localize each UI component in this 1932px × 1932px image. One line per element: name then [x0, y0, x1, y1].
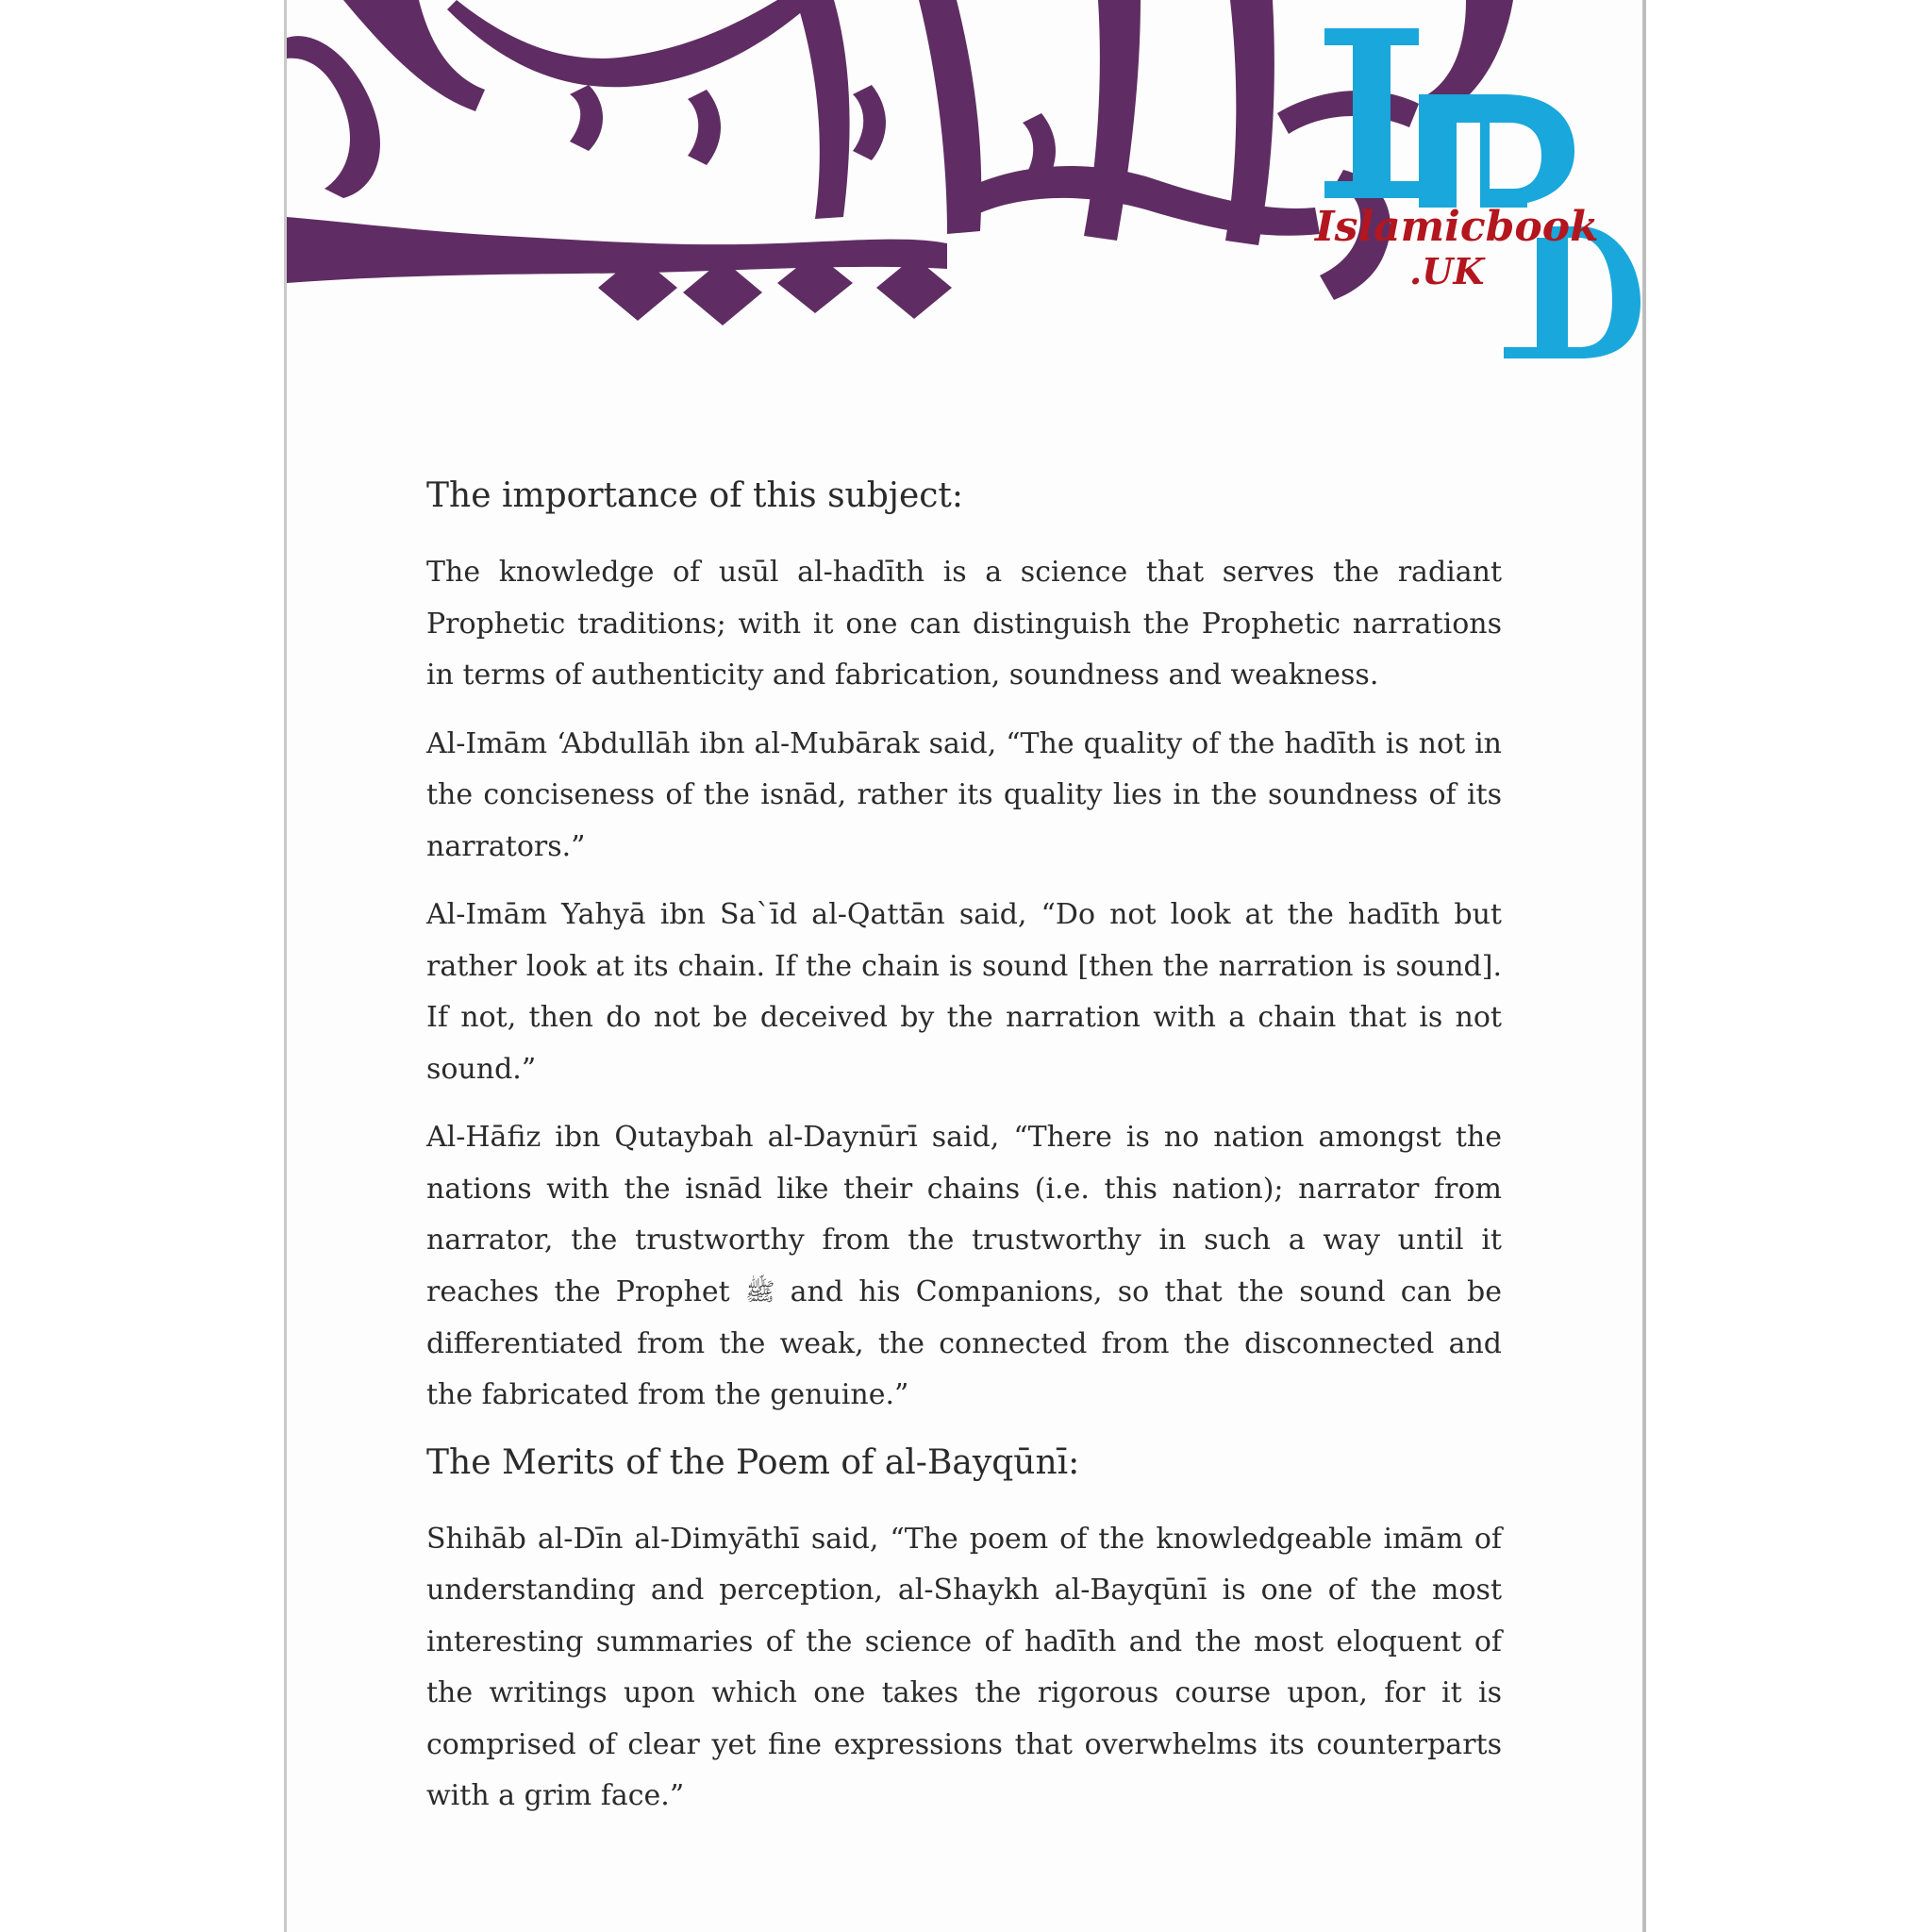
- section-heading-importance: The importance of this subject:: [426, 476, 964, 515]
- paragraph-al-qattan: Al-Imām Yahyā ibn Sa`īd al-Qattān said, “Do not look at the hadīth but rather look at its chain. If the chain is sound [then the narration is sound]. If not, then do not be deceived by the narration with a chain that is not sound.”: [426, 898, 1502, 1086]
- page-content: [426, 468, 1502, 1840]
- salutation-glyph-icon: ﷺ: [744, 1278, 775, 1307]
- quote-text-after: and his Companions, so that the sound can be differentiated from the weak, the connected from the disconnected and the fabricated from the genuine.”: [426, 1274, 1502, 1412]
- ibd-monogram-icon: [1315, 19, 1645, 377]
- paragraph-ibn-al-mubarak: Al-Imām ‘Abdullāh ibn al-Mubārak said, “The quality of the hadīth is not in the conciseness of the isnād, rather its quality lies in the soundness of its narrators.”: [426, 726, 1502, 863]
- quote-text-before: Al-Hāfiz ibn Qutaybah al-Daynūrī said, “There is no nation amongst the nations with the isnād like their chains (i.e. this nation); narrator from narrator, the trustworthy from the trustworthy in such a way until it reaches the Prophet: [426, 1121, 1502, 1308]
- paragraph-ibn-qutaybah: [426, 1112, 1502, 1422]
- book-page: [284, 0, 1646, 1932]
- islamicbook-logo: [1315, 19, 1645, 377]
- logo-tld: .UK: [1409, 250, 1485, 292]
- paragraph-al-dimyathi: Shihāb al-Dīn al-Dimyāthī said, “The poem of the knowledgeable imām of understanding and perception, al-Shaykh al-Bayqūnī is one of the most interesting summaries of the science of hadīth and the most eloquent of the writings upon which one takes the rigorous course upon, for it is comprised of clear yet fine expressions that overwhelms its counterparts with a grim face.”: [426, 1522, 1502, 1813]
- logo-name: Islamicbook: [1315, 203, 1599, 251]
- paragraph-usul-al-hadith: The knowledge of usūl al-hadīth is a science that serves the radiant Prophetic traditions; with it one can distinguish the Prophetic narrations in terms of authenticity and fabrication, soundness and weakness.: [426, 556, 1502, 691]
- section-heading-merits: The Merits of the Poem of al-Bayqūnī:: [426, 1442, 1080, 1482]
